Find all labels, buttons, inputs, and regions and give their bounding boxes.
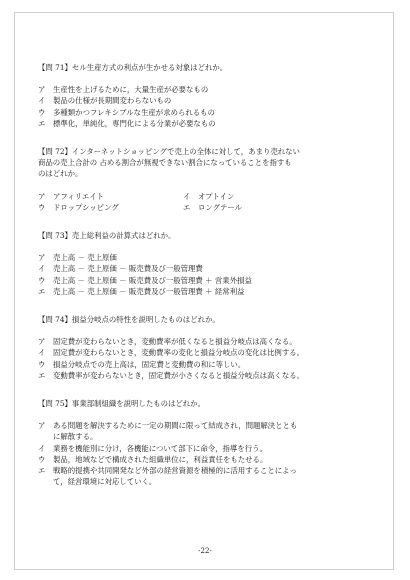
option-text: アフィリエイト xyxy=(53,191,104,201)
option-label: ア xyxy=(38,337,46,347)
option-label: エ xyxy=(38,370,46,380)
question-72-title-line: のはどれか。 xyxy=(38,169,83,179)
question-72-options xyxy=(38,191,383,213)
option-text: 損益分岐点での売上高は，固定費と変動費の和に等しい。 xyxy=(53,359,246,369)
option-text: 売上高 － 売上原価 xyxy=(53,253,117,263)
option-text: 変動費率が変わらないとき，固定費が小さくなると損益分岐点は高くなる。 xyxy=(53,370,304,380)
question-74-option-e xyxy=(38,370,383,381)
question-72 xyxy=(38,146,383,213)
question-list xyxy=(38,62,383,504)
option-label: エ xyxy=(38,286,46,296)
question-72-option-i xyxy=(183,191,328,202)
question-71-option-e xyxy=(38,118,383,129)
question-74-title: 【問 74】損益分岐点の特性を説明したものはどれか。 xyxy=(38,315,220,325)
question-73-title: 【問 73】売上総利益の計算式はどれか。 xyxy=(38,231,176,241)
option-text-line: 製品，地域などで構成された組織単位に，利益責任をもたせる。 xyxy=(53,454,268,464)
question-75-option-u xyxy=(38,454,383,465)
question-73-option-u xyxy=(38,275,383,286)
option-text: 生産性を上げるために，大量生産が必要なもの xyxy=(53,85,209,95)
question-72-title-line: 【問 72】インターネットショッピングで売上の全体に対して，あまり売れない xyxy=(38,147,300,157)
option-text: ドロップシッピング xyxy=(53,202,119,212)
option-label: イ xyxy=(38,443,46,453)
option-label: エ xyxy=(38,118,46,128)
option-label: イ xyxy=(38,348,46,358)
option-label: エ xyxy=(38,466,46,476)
question-71-option-u xyxy=(38,107,383,118)
option-text xyxy=(53,454,383,465)
question-74-option-i xyxy=(38,347,383,358)
question-75-option-i xyxy=(38,443,383,454)
option-label: ウ xyxy=(38,359,46,369)
page-number: -22- xyxy=(198,547,212,555)
option-label: ア xyxy=(38,421,46,431)
option-label: イ xyxy=(38,96,46,106)
question-72-title-line: 商品の売上合計の 占める割合が無視できない割合になっていることを指すも xyxy=(38,158,292,168)
question-75 xyxy=(38,398,383,487)
option-text: 固定費が変わらないとき，変動費率の変化と損益分岐点の変化は比例する。 xyxy=(53,348,304,358)
option-label: ア xyxy=(38,253,46,263)
question-75-option-a xyxy=(38,420,383,442)
option-text: 多種類かつフレキシブルな生産が求められるもの xyxy=(53,107,215,117)
option-label: ア xyxy=(38,191,46,201)
question-72-option-a xyxy=(38,191,183,202)
option-text xyxy=(53,420,383,442)
question-73-option-a xyxy=(38,252,383,263)
option-text: ロングテール xyxy=(198,202,243,212)
question-71-title: 【問 71】セル生産方式の利点が生かせる対象はどれか。 xyxy=(38,63,228,72)
option-label: ウ xyxy=(38,202,46,212)
question-72-title xyxy=(38,146,383,180)
question-71-option-i xyxy=(38,95,383,106)
question-74 xyxy=(38,314,383,381)
option-text: 製品の仕様が長期間変わらないもの xyxy=(53,96,172,106)
option-text: 標準化，単純化，専門化による分業が必要なもの xyxy=(53,118,216,128)
option-text-line: 戦略的提携や共同開発など外部の経営資源を積極的に活用することによっ xyxy=(53,466,297,476)
option-text xyxy=(53,443,383,454)
option-text-line: ある問題を解決するために一定の期間に限って結成され，問題解決ととも xyxy=(53,421,298,431)
question-73-option-e xyxy=(38,286,383,297)
option-label: エ xyxy=(183,202,191,212)
option-label: イ xyxy=(183,191,191,201)
question-71-option-a xyxy=(38,84,383,95)
option-text-line: に解散する。 xyxy=(53,432,98,442)
question-74-option-a xyxy=(38,336,383,347)
option-text: 売上高 － 売上原価 － 販売費及び一般管理費 ＋ 営業外損益 xyxy=(53,275,252,285)
option-label: ウ xyxy=(38,454,46,464)
option-text xyxy=(53,465,383,487)
option-label: ウ xyxy=(38,275,46,285)
question-73 xyxy=(38,230,383,297)
question-71 xyxy=(38,62,383,129)
option-text: 固定費が変わらないとき，変動費率が低くなると損益分岐点は高くなる。 xyxy=(53,337,297,347)
option-label: ウ xyxy=(38,107,46,117)
question-72-option-u xyxy=(38,202,183,213)
question-74-option-u xyxy=(38,359,383,370)
option-text-line: て，経営環境に対応していく。 xyxy=(53,477,157,487)
question-72-option-e xyxy=(183,202,328,213)
question-73-option-i xyxy=(38,263,383,274)
question-75-option-e xyxy=(38,465,383,487)
option-text: 売上高 － 売上原価 － 販売費及び一般管理費 ＋ 経常利益 xyxy=(53,286,245,296)
option-label: イ xyxy=(38,264,46,274)
option-text: 売上高 － 売上原価 － 販売費及び一般管理費 xyxy=(53,264,203,274)
option-text: オプトイン xyxy=(198,191,235,201)
question-75-title: 【問 75】事業部制組織を説明したものはどれか。 xyxy=(38,399,205,409)
option-text-line: 業務を機能別に分け，各機能について部下に命令，指導を行う。 xyxy=(53,443,267,453)
option-label: ア xyxy=(38,85,46,95)
